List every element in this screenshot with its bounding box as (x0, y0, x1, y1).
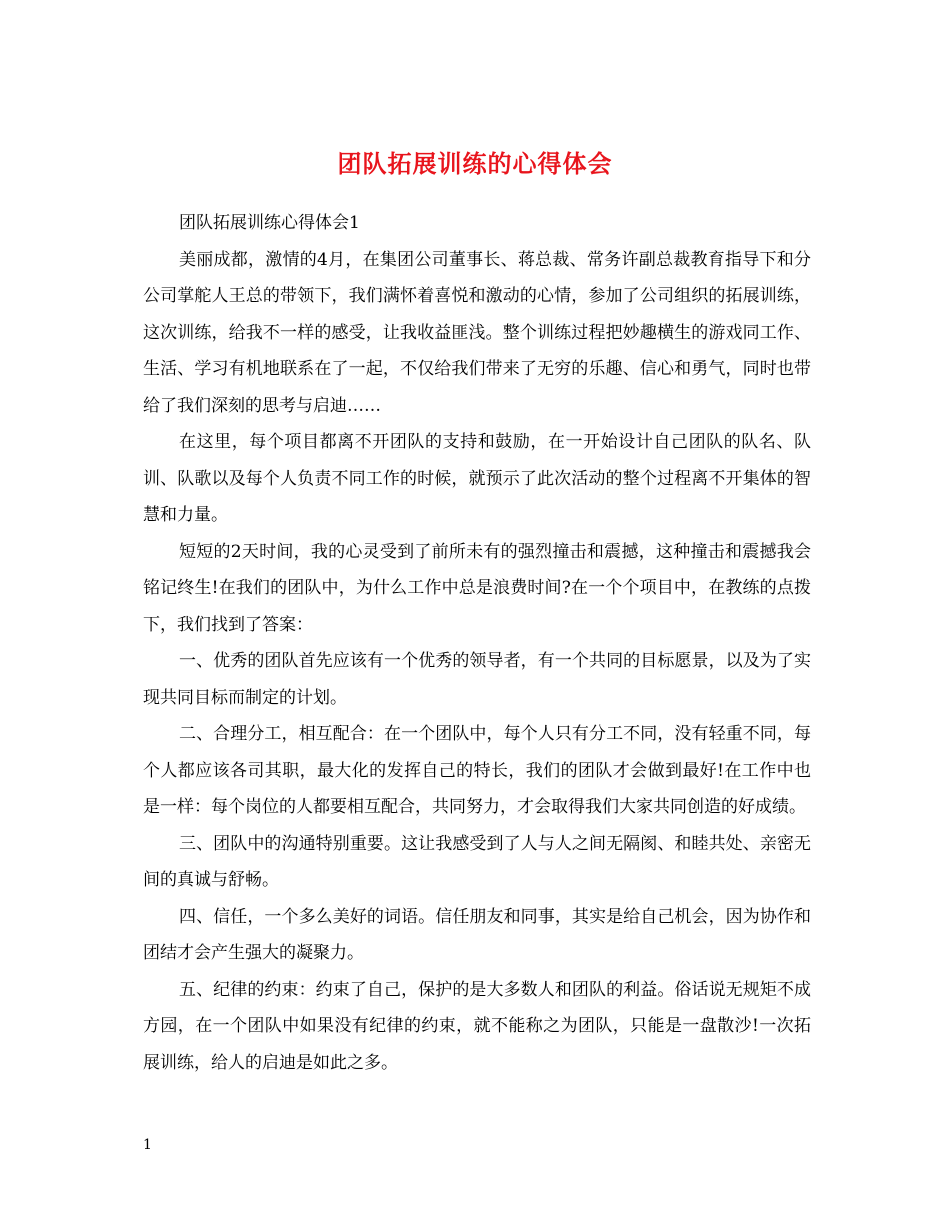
page-number: 1 (143, 1137, 152, 1153)
paragraph-intro: 美丽成都，激情的4月，在集团公司董事长、蒋总裁、常务许副总裁教育指导下和分公司掌舵人王总的带领下，我们满怀着喜悦和激动的心情，参加了公司组织的拓展训练，这次训练，给我不一样的感受，让我收益匪浅。整个训练过程把妙趣横生的游戏同工作、生活、学习有机地联系在了一起，不仅给我们带来了无穷的乐趣、信心和勇气，同时也带给了我们深刻的思考与启迪…… (143, 249, 811, 416)
paragraph-point-four: 四、信任，一个多么美好的词语。信任朋友和同事，其实是给自己机会，因为协作和团结才会产生强大的凝聚力。 (143, 906, 811, 963)
paragraph-team-support: 在这里，每个项目都离不开团队的支持和鼓励，在一开始设计自己团队的队名、队训、队歌以及每个人负责不同工作的时候，就预示了此次活动的整个过程离不开集体的智慧和力量。 (143, 432, 811, 525)
paragraph-point-five: 五、纪律的约束：约束了自己，保护的是大多数人和团队的利益。俗话说无规矩不成方园，在一个团队中如果没有纪律的约束，就不能称之为团队，只能是一盘散沙!一次拓展训练，给人的启迪是如此之多。 (143, 979, 811, 1073)
paragraph-point-three: 三、团队中的沟通特别重要。这让我感受到了人与人之间无隔阂、和睦共处、亲密无间的真诚与舒畅。 (143, 833, 811, 890)
document-title: 团队拓展训练的心得体会 (337, 149, 613, 179)
document-body (143, 205, 811, 1081)
paragraph-heading: 团队拓展训练心得体会1 (179, 213, 360, 233)
paragraph-point-one: 一、优秀的团队首先应该有一个优秀的领导者，有一个共同的目标愿景，以及为了实现共同目标而制定的计划。 (143, 651, 811, 708)
paragraph-two-days: 短短的2天时间，我的心灵受到了前所未有的强烈撞击和震撼，这种撞击和震撼我会铭记终生!在我们的团队中，为什么工作中总是浪费时间?在一个个项目中，在教练的点拨下，我们找到了答案： (143, 541, 811, 635)
paragraph-point-two: 二、合理分工，相互配合：在一个团队中，每个人只有分工不同，没有轻重不同，每个人都应该各司其职，最大化的发挥自己的特长，我们的团队才会做到最好!在工作中也是一样：每个岗位的人都要相互配合，共同努力，才会取得我们大家共同创造的好成绩。 (143, 724, 811, 817)
